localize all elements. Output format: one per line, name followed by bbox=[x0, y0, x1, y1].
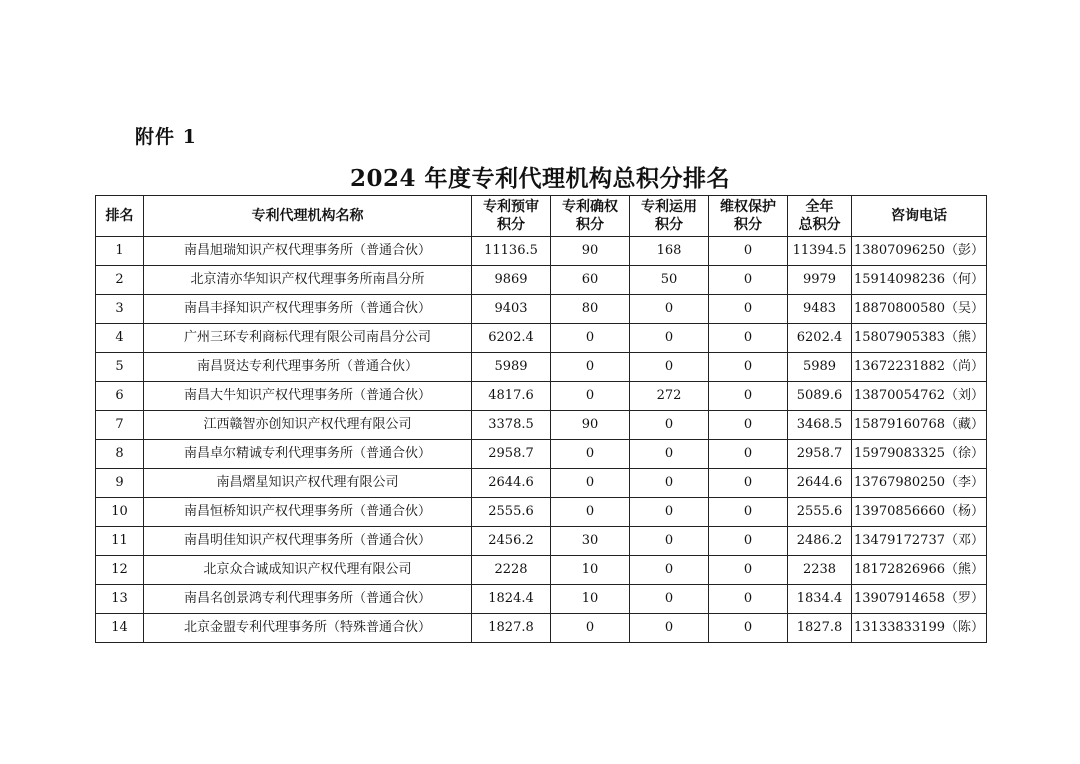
table-row bbox=[96, 527, 987, 556]
phone-cell: 13907914658（罗） bbox=[852, 585, 987, 614]
phone-cell: 18870800580（吴） bbox=[852, 295, 987, 324]
agency-name-cell: 江西赣智亦创知识产权代理有限公司 bbox=[144, 411, 472, 440]
table-row bbox=[96, 324, 987, 353]
total-points-cell: 5989 bbox=[788, 353, 852, 382]
confirm-points-cell: 10 bbox=[551, 585, 630, 614]
confirm-points-cell: 10 bbox=[551, 556, 630, 585]
header-total-points: 全年 总积分 bbox=[788, 196, 852, 237]
header-use-points: 专利运用 积分 bbox=[630, 196, 709, 237]
rank-cell: 5 bbox=[96, 353, 144, 382]
protect-points-cell: 0 bbox=[709, 498, 788, 527]
rank-cell: 11 bbox=[96, 527, 144, 556]
agency-name-cell: 南昌名创景鸿专利代理事务所（普通合伙） bbox=[144, 585, 472, 614]
use-points-cell: 0 bbox=[630, 411, 709, 440]
table-row bbox=[96, 353, 987, 382]
agency-name-cell: 北京清亦华知识产权代理事务所南昌分所 bbox=[144, 266, 472, 295]
rank-cell: 6 bbox=[96, 382, 144, 411]
phone-cell: 18172826966（熊） bbox=[852, 556, 987, 585]
confirm-points-cell: 0 bbox=[551, 440, 630, 469]
confirm-points-cell: 0 bbox=[551, 469, 630, 498]
rank-cell: 12 bbox=[96, 556, 144, 585]
confirm-points-cell: 60 bbox=[551, 266, 630, 295]
header-agency-name: 专利代理机构名称 bbox=[144, 196, 472, 237]
header-prelim-points: 专利预审 积分 bbox=[472, 196, 551, 237]
agency-name-cell: 北京众合诚成知识产权代理有限公司 bbox=[144, 556, 472, 585]
prelim-points-cell: 1824.4 bbox=[472, 585, 551, 614]
phone-cell: 15879160768（藏） bbox=[852, 411, 987, 440]
phone-cell: 13672231882（尚） bbox=[852, 353, 987, 382]
protect-points-cell: 0 bbox=[709, 353, 788, 382]
phone-cell: 13807096250（彭） bbox=[852, 237, 987, 266]
document-title: 2024 年度专利代理机构总积分排名 bbox=[349, 165, 731, 192]
prelim-points-cell: 2555.6 bbox=[472, 498, 551, 527]
use-points-cell: 0 bbox=[630, 498, 709, 527]
total-points-cell: 2555.6 bbox=[788, 498, 852, 527]
rank-cell: 1 bbox=[96, 237, 144, 266]
table-row bbox=[96, 585, 987, 614]
prelim-points-cell: 5989 bbox=[472, 353, 551, 382]
prelim-points-cell: 2228 bbox=[472, 556, 551, 585]
protect-points-cell: 0 bbox=[709, 440, 788, 469]
use-points-cell: 0 bbox=[630, 324, 709, 353]
protect-points-cell: 0 bbox=[709, 411, 788, 440]
total-points-cell: 9979 bbox=[788, 266, 852, 295]
agency-name-cell: 南昌贤达专利代理事务所（普通合伙） bbox=[144, 353, 472, 382]
total-points-cell: 1827.8 bbox=[788, 614, 852, 643]
prelim-points-cell: 2456.2 bbox=[472, 527, 551, 556]
use-points-cell: 0 bbox=[630, 527, 709, 556]
rank-cell: 7 bbox=[96, 411, 144, 440]
confirm-points-cell: 90 bbox=[551, 411, 630, 440]
confirm-points-cell: 0 bbox=[551, 353, 630, 382]
phone-cell: 13767980250（李） bbox=[852, 469, 987, 498]
table-row bbox=[96, 237, 987, 266]
total-points-cell: 11394.5 bbox=[788, 237, 852, 266]
confirm-points-cell: 0 bbox=[551, 498, 630, 527]
agency-name-cell: 南昌旭瑞知识产权代理事务所（普通合伙） bbox=[144, 237, 472, 266]
confirm-points-cell: 0 bbox=[551, 324, 630, 353]
phone-cell: 13970856660（杨） bbox=[852, 498, 987, 527]
header-phone: 咨询电话 bbox=[852, 196, 987, 237]
rank-cell: 3 bbox=[96, 295, 144, 324]
table-row bbox=[96, 556, 987, 585]
table-row bbox=[96, 382, 987, 411]
use-points-cell: 0 bbox=[630, 585, 709, 614]
rank-cell: 14 bbox=[96, 614, 144, 643]
agency-name-cell: 南昌明佳知识产权代理事务所（普通合伙） bbox=[144, 527, 472, 556]
total-points-cell: 3468.5 bbox=[788, 411, 852, 440]
use-points-cell: 0 bbox=[630, 614, 709, 643]
use-points-cell: 0 bbox=[630, 556, 709, 585]
table-row bbox=[96, 614, 987, 643]
agency-name-cell: 南昌恒桥知识产权代理事务所（普通合伙） bbox=[144, 498, 472, 527]
total-points-cell: 2958.7 bbox=[788, 440, 852, 469]
prelim-points-cell: 3378.5 bbox=[472, 411, 551, 440]
protect-points-cell: 0 bbox=[709, 266, 788, 295]
confirm-points-cell: 80 bbox=[551, 295, 630, 324]
protect-points-cell: 0 bbox=[709, 614, 788, 643]
agency-name-cell: 南昌丰择知识产权代理事务所（普通合伙） bbox=[144, 295, 472, 324]
prelim-points-cell: 2644.6 bbox=[472, 469, 551, 498]
total-points-cell: 9483 bbox=[788, 295, 852, 324]
table-header-row bbox=[96, 196, 987, 237]
total-points-cell: 6202.4 bbox=[788, 324, 852, 353]
use-points-cell: 168 bbox=[630, 237, 709, 266]
protect-points-cell: 0 bbox=[709, 237, 788, 266]
agency-name-cell: 广州三环专利商标代理有限公司南昌分公司 bbox=[144, 324, 472, 353]
use-points-cell: 50 bbox=[630, 266, 709, 295]
prelim-points-cell: 2958.7 bbox=[472, 440, 551, 469]
prelim-points-cell: 9869 bbox=[472, 266, 551, 295]
phone-cell: 13870054762（刘） bbox=[852, 382, 987, 411]
protect-points-cell: 0 bbox=[709, 469, 788, 498]
total-points-cell: 2644.6 bbox=[788, 469, 852, 498]
phone-cell: 13479172737（邓） bbox=[852, 527, 987, 556]
table-row bbox=[96, 295, 987, 324]
phone-cell: 13133833199（陈） bbox=[852, 614, 987, 643]
ranking-table bbox=[95, 195, 987, 643]
prelim-points-cell: 4817.6 bbox=[472, 382, 551, 411]
header-protect-points: 维权保护 积分 bbox=[709, 196, 788, 237]
agency-name-cell: 南昌大牛知识产权代理事务所（普通合伙） bbox=[144, 382, 472, 411]
protect-points-cell: 0 bbox=[709, 556, 788, 585]
phone-cell: 15979083325（徐） bbox=[852, 440, 987, 469]
protect-points-cell: 0 bbox=[709, 585, 788, 614]
rank-cell: 2 bbox=[96, 266, 144, 295]
protect-points-cell: 0 bbox=[709, 382, 788, 411]
table-row bbox=[96, 411, 987, 440]
table-row bbox=[96, 440, 987, 469]
attachment-label: 附件 1 bbox=[135, 126, 197, 148]
rank-cell: 9 bbox=[96, 469, 144, 498]
use-points-cell: 0 bbox=[630, 295, 709, 324]
confirm-points-cell: 0 bbox=[551, 382, 630, 411]
protect-points-cell: 0 bbox=[709, 324, 788, 353]
prelim-points-cell: 11136.5 bbox=[472, 237, 551, 266]
rank-cell: 8 bbox=[96, 440, 144, 469]
total-points-cell: 2238 bbox=[788, 556, 852, 585]
confirm-points-cell: 90 bbox=[551, 237, 630, 266]
agency-name-cell: 北京金盟专利代理事务所（特殊普通合伙） bbox=[144, 614, 472, 643]
header-confirm-points: 专利确权 积分 bbox=[551, 196, 630, 237]
prelim-points-cell: 6202.4 bbox=[472, 324, 551, 353]
use-points-cell: 0 bbox=[630, 353, 709, 382]
total-points-cell: 5089.6 bbox=[788, 382, 852, 411]
table-row bbox=[96, 266, 987, 295]
rank-cell: 10 bbox=[96, 498, 144, 527]
use-points-cell: 0 bbox=[630, 469, 709, 498]
header-rank: 排名 bbox=[96, 196, 144, 237]
protect-points-cell: 0 bbox=[709, 295, 788, 324]
total-points-cell: 1834.4 bbox=[788, 585, 852, 614]
phone-cell: 15807905383（熊） bbox=[852, 324, 987, 353]
protect-points-cell: 0 bbox=[709, 527, 788, 556]
agency-name-cell: 南昌卓尔精诚专利代理事务所（普通合伙） bbox=[144, 440, 472, 469]
agency-name-cell: 南昌熠星知识产权代理有限公司 bbox=[144, 469, 472, 498]
use-points-cell: 0 bbox=[630, 440, 709, 469]
prelim-points-cell: 9403 bbox=[472, 295, 551, 324]
use-points-cell: 272 bbox=[630, 382, 709, 411]
confirm-points-cell: 30 bbox=[551, 527, 630, 556]
rank-cell: 4 bbox=[96, 324, 144, 353]
rank-cell: 13 bbox=[96, 585, 144, 614]
confirm-points-cell: 0 bbox=[551, 614, 630, 643]
phone-cell: 15914098236（何） bbox=[852, 266, 987, 295]
prelim-points-cell: 1827.8 bbox=[472, 614, 551, 643]
total-points-cell: 2486.2 bbox=[788, 527, 852, 556]
table-row bbox=[96, 498, 987, 527]
table-row bbox=[96, 469, 987, 498]
